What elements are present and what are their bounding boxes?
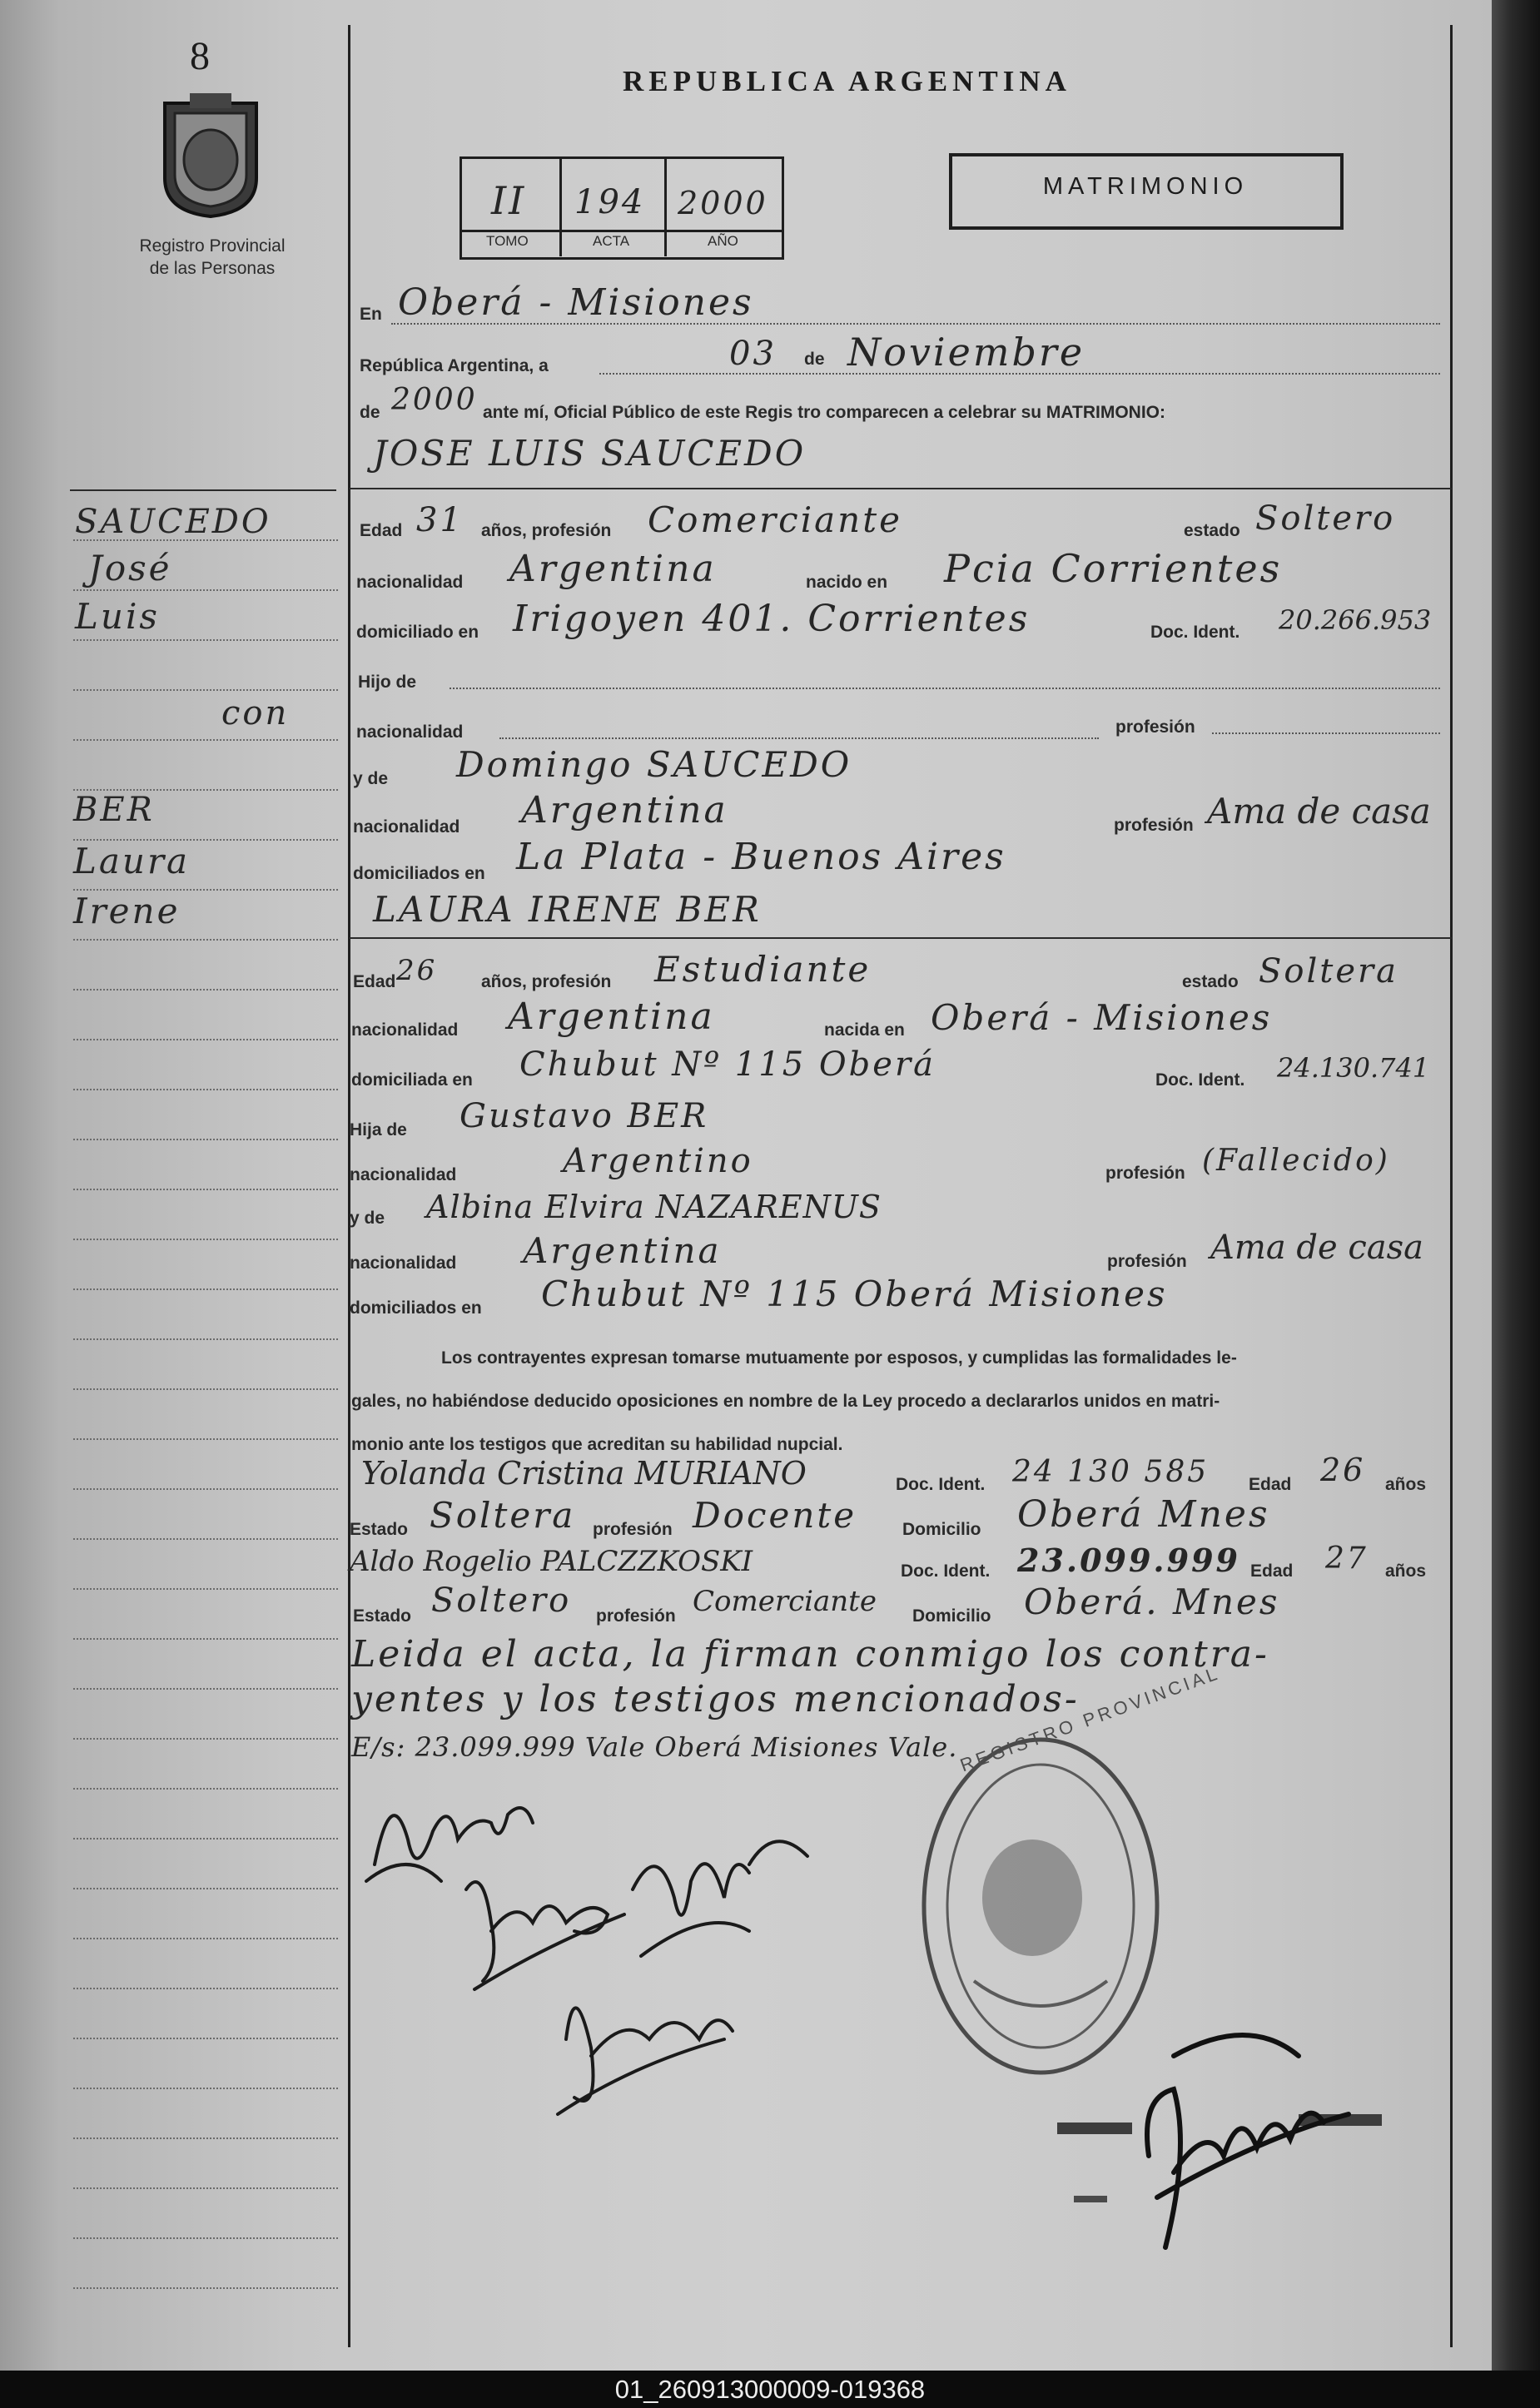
margin-rule-line [73, 1888, 338, 1890]
label-republica: República Argentina, a [360, 356, 549, 375]
tomo-label: TOMO [486, 233, 529, 249]
bride-mother: Albina Elvira NAZARENUS [426, 1189, 882, 1225]
label-nacida-en: nacida en [824, 1020, 905, 1040]
anio-value: 2000 [678, 185, 768, 221]
margin-rule-line [73, 1488, 338, 1491]
margin-rule-line [73, 1788, 338, 1790]
label-profesion-mother-bride: profesión [1107, 1252, 1187, 1271]
label-edad-groom: Edad [360, 521, 403, 540]
groom-mother: Domingo SAUCEDO [456, 744, 852, 785]
label-estado-bride: estado [1182, 972, 1239, 991]
margin-rule-line [73, 1089, 338, 1091]
label-edad-bride: Edad [353, 972, 396, 991]
closing-line-3: E/s: 23.099.999 Vale Oberá Misiones Vale. [351, 1731, 958, 1763]
label-estado-w2: Estado [353, 1606, 412, 1626]
label-ante: ante mí, Oficial Público de este Regis tro comparecen a celebrar su MATRIMONIO: [483, 403, 1165, 422]
label-en: En [360, 305, 382, 324]
witness2-doc: 23.099.999 [1017, 1542, 1240, 1579]
groom-profession: Comerciante [648, 499, 902, 540]
country-title: REPUBLICA ARGENTINA [623, 65, 1071, 97]
label-estado-w1: Estado [350, 1520, 409, 1539]
margin-top-rule [70, 489, 336, 491]
volume-divider-2 [664, 158, 667, 256]
margin-rule-line [73, 989, 338, 991]
witness1-profession: Docente [693, 1495, 857, 1536]
image-id-footer: 01_260913000009-019368 [0, 2371, 1540, 2408]
label-de-year: de [360, 403, 380, 422]
bride-father-nationality: Argentino [563, 1142, 753, 1180]
witness2-profession: Comerciante [693, 1585, 877, 1618]
margin-rule-line [73, 2237, 338, 2240]
witness1-status: Soltera [430, 1495, 576, 1536]
margin-rule-line [73, 1538, 338, 1541]
groom-age: 31 [416, 501, 464, 539]
record-type: MATRIMONIO [1042, 173, 1249, 200]
margin-rule-line [73, 2287, 338, 2290]
margin-rule-line [73, 639, 338, 642]
registry-line-2: de las Personas [149, 259, 276, 278]
label-nacido-en: nacido en [806, 573, 888, 592]
label-doc-w1: Doc. Ident. [896, 1475, 986, 1494]
year-value: 2000 [391, 383, 478, 417]
acta-value: 194 [574, 183, 646, 221]
margin-given-2a: Laura [73, 841, 191, 881]
label-profesion-w1: profesión [593, 1520, 673, 1539]
margin-given-2b: Irene [73, 891, 181, 931]
label-nacionalidad-mother-groom: nacionalidad [353, 817, 460, 837]
groom-section-rule [350, 488, 1452, 489]
witness1-age: 26 [1320, 1452, 1366, 1488]
witness2-address: Oberá. Mnes [1024, 1581, 1280, 1622]
label-profesion-father-bride: profesión [1105, 1164, 1185, 1183]
bride-status: Soltera [1259, 952, 1398, 991]
bride-address: Chubut Nº 115 Oberá [519, 1045, 936, 1084]
hijo-line [450, 688, 1440, 690]
label-doc-w2: Doc. Ident. [901, 1561, 991, 1581]
label-domiciliada-bride: domiciliada en [351, 1070, 473, 1090]
label-nacionalidad-father-groom: nacionalidad [356, 722, 464, 742]
stamp-text: REGISTRO PROVINCIAL [957, 1662, 1223, 1776]
label-edad-w2: Edad [1250, 1561, 1294, 1581]
margin-rule-line [73, 1039, 338, 1041]
tomo-value: II [491, 178, 527, 223]
signature-strokes [366, 1808, 807, 2114]
witness2-status: Soltero [431, 1581, 572, 1620]
bride-section-rule [350, 937, 1452, 939]
label-doc-bride: Doc. Ident. [1155, 1070, 1245, 1090]
margin-rule-line [73, 589, 338, 592]
margin-con: con [221, 694, 290, 732]
label-doc-groom: Doc. Ident. [1150, 623, 1240, 642]
label-anios-w1: años [1385, 1475, 1427, 1494]
margin-rule-line [73, 1738, 338, 1740]
margin-rule-line [73, 1838, 338, 1840]
bride-profession: Estudiante [654, 949, 872, 990]
bride-age: 26 [396, 954, 438, 987]
margin-given-1b: Luis [75, 596, 160, 637]
statement-line-2: gales, no habiéndose deducido oposiciones en nombre de la Ley procedo a declararlos unidos en matri- [351, 1392, 1220, 1411]
bride-parents-address: Chubut Nº 115 Oberá Misiones [541, 1274, 1168, 1314]
witness1-address: Oberá Mnes [1017, 1493, 1270, 1536]
margin-rule-line [73, 1638, 338, 1641]
margin-given-1a: José [88, 548, 172, 588]
label-anios-w2: años [1385, 1561, 1427, 1581]
groom-parents-address: La Plata - Buenos Aires [516, 836, 1006, 878]
label-domiciliados-groom: domiciliados en [353, 864, 485, 883]
right-margin-line [1450, 25, 1453, 2347]
margin-rule-line [73, 1438, 338, 1441]
groom-nationality: Argentina [509, 548, 717, 590]
label-nacionalidad-father-bride: nacionalidad [350, 1165, 457, 1184]
bride-full-name: LAURA IRENE BER [373, 889, 762, 930]
margin-rule-line [73, 739, 338, 742]
groom-full-name: JOSE LUIS SAUCEDO [373, 433, 807, 474]
volume-label-line [460, 230, 784, 232]
father-nat-line [499, 737, 1099, 740]
margin-rule-line [73, 1338, 338, 1341]
registry-line-1: Registro Provincial [139, 236, 286, 256]
statement-block [351, 1337, 1447, 1467]
label-nacionalidad-groom: nacionalidad [356, 573, 464, 592]
place-value: Oberá - Misiones [398, 281, 754, 324]
label-domiciliado-groom: domiciliado en [356, 623, 479, 642]
groom-doc: 20.266.953 [1279, 604, 1432, 636]
margin-rule-line [73, 1688, 338, 1691]
label-profesion-father-groom: profesión [1115, 717, 1195, 737]
label-nacionalidad-bride: nacionalidad [351, 1020, 459, 1040]
witness2-name: Aldo Rogelio PALCZZKOSKI [350, 1545, 753, 1578]
label-de-day: de [804, 350, 825, 369]
margin-rule-line [73, 1588, 338, 1591]
label-domicilio-w2: Domicilio [912, 1606, 991, 1626]
binding-spine [1492, 0, 1540, 2371]
label-hija-de: Hija de [350, 1120, 407, 1139]
bride-mother-profession: Ama de casa [1210, 1229, 1423, 1267]
margin-rule-line [73, 689, 338, 692]
groom-birthplace: Pcia Corrientes [944, 546, 1283, 591]
registry-name [100, 235, 325, 280]
margin-rule-line [73, 1938, 338, 1940]
groom-mother-nationality: Argentina [521, 789, 728, 832]
witness1-doc: 24 130 585 [1012, 1455, 1210, 1489]
page-number: 8 [190, 34, 210, 78]
label-profesion-mother-groom: profesión [1114, 816, 1194, 835]
label-profesion-groom: años, profesión [481, 521, 612, 540]
groom-address: Irigoyen 401. Corrientes [513, 598, 1031, 640]
margin-rule-line [73, 2088, 338, 2090]
margin-rule-line [73, 1988, 338, 1990]
margin-rule-line [73, 1239, 338, 1241]
day-value: 03 [729, 335, 777, 373]
margin-surname-1: SAUCEDO [75, 503, 271, 541]
bride-birthplace: Oberá - Misiones [931, 997, 1273, 1038]
label-nacionalidad-mother-bride: nacionalidad [350, 1254, 457, 1273]
label-domiciliados-bride: domiciliados en [350, 1298, 482, 1318]
groom-status: Soltero [1255, 499, 1396, 538]
margin-rule-line [73, 1189, 338, 1191]
label-y-de-groom: y de [353, 769, 389, 788]
volume-divider-1 [559, 158, 562, 256]
label-edad-w1: Edad [1249, 1475, 1292, 1494]
margin-rule-line [73, 2137, 338, 2140]
margin-rule-line [73, 1139, 338, 1141]
margin-surname-2: BER [73, 791, 155, 829]
left-margin-line [348, 25, 350, 2347]
label-domicilio-w1: Domicilio [902, 1520, 981, 1539]
bride-doc: 24.130.741 [1277, 1052, 1430, 1084]
margin-rule-line [73, 939, 338, 941]
label-estado-groom: estado [1184, 521, 1240, 540]
margin-rule-line [73, 1288, 338, 1291]
label-profesion-w2: profesión [596, 1606, 676, 1626]
month-value: Noviembre [847, 330, 1085, 375]
father-prof-line [1212, 732, 1440, 735]
statement-line-3: monio ante los testigos que acreditan su habilidad nupcial. [351, 1435, 843, 1454]
label-hijo-de: Hijo de [358, 673, 417, 692]
bride-mother-nationality: Argentina [523, 1230, 722, 1271]
bride-father: Gustavo BER [460, 1097, 709, 1135]
label-profesion-bride: años, profesión [481, 972, 612, 991]
closing-line-2: yentes y los testigos mencionados- [351, 1678, 1080, 1720]
anio-label: AÑO [708, 233, 738, 249]
bride-nationality: Argentina [508, 995, 715, 1038]
closing-line-1: Leida el acta, la firman conmigo los contra- [351, 1633, 1269, 1676]
registry-seal-logo [156, 87, 265, 218]
bride-father-profession: (Fallecido) [1202, 1144, 1390, 1178]
witness1-name: Yolanda Cristina MURIANO [361, 1455, 807, 1492]
acta-label: ACTA [593, 233, 630, 249]
margin-rule-line [73, 1388, 338, 1391]
groom-mother-profession: Ama de casa [1207, 791, 1431, 832]
officer-signature [1049, 2023, 1398, 2272]
label-y-de-bride: y de [350, 1209, 385, 1228]
statement-line-1: Los contrayentes expresan tomarse mutuamente por esposos, y cumplidas las formalidades le- [441, 1348, 1237, 1368]
witness2-age: 27 [1325, 1542, 1369, 1576]
margin-rule-line [73, 2038, 338, 2040]
margin-rule-line [73, 2187, 338, 2190]
